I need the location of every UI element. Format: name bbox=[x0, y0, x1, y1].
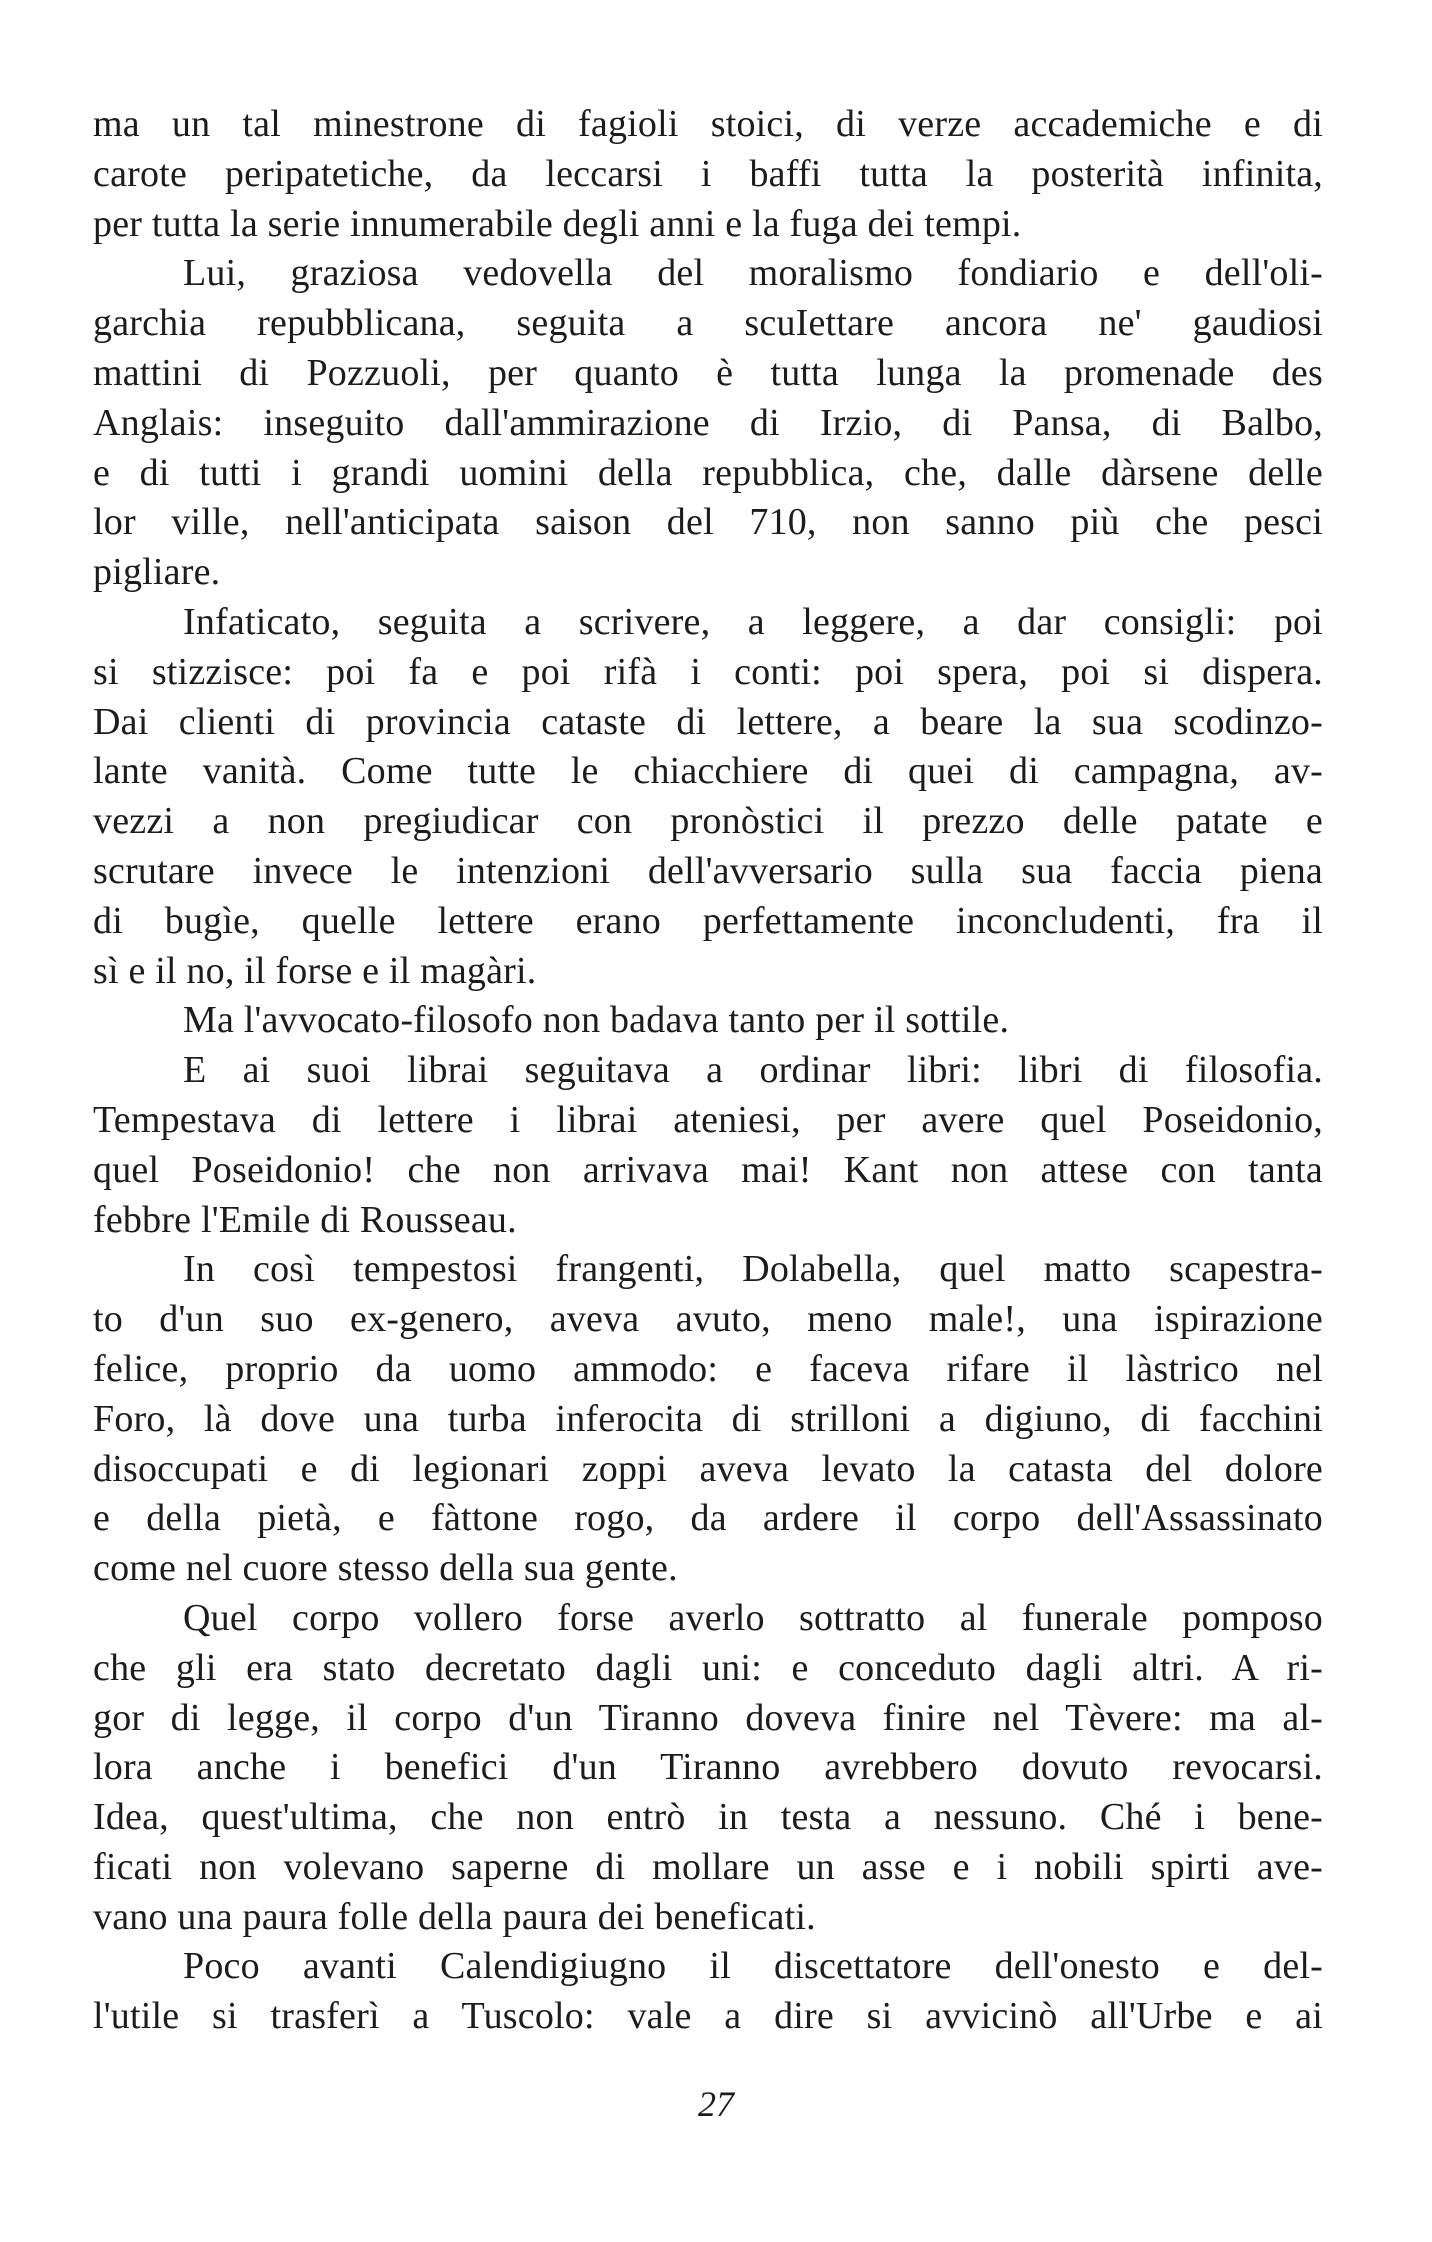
text-line: disoccupati e di legionari zoppi aveva levato la catasta del dolore bbox=[93, 1447, 1323, 1490]
text-line: e di tutti i grandi uomini della repubblica, che, dalle dàrsene delle bbox=[93, 451, 1323, 494]
text-line: vezzi a non pregiudicar con pronòstici il prezzo delle patate e bbox=[93, 800, 1323, 843]
text-line: mattini di Pozzuoli, per quanto è tutta lunga la promenade des bbox=[93, 351, 1323, 394]
body-text bbox=[93, 100, 1323, 2042]
text-line: Infaticato, seguita a scrivere, a leggere, a dar consigli: poi bbox=[183, 600, 1323, 643]
text-line: Quel corpo vollero forse averlo sottratto al funerale pomposo bbox=[183, 1596, 1323, 1639]
text-line: Anglais: inseguito dall'ammirazione di Irzio, di Pansa, di Balbo, bbox=[93, 401, 1323, 444]
text-line: pigliare. bbox=[93, 551, 221, 594]
text-line: per tutta la serie innumerabile degli anni e la fuga dei tempi. bbox=[93, 202, 1022, 245]
page-number: 27 bbox=[698, 2084, 734, 2124]
text-line: febbre l'Emile di Rousseau. bbox=[93, 1198, 517, 1241]
text-line: Lui, graziosa vedovella del moralismo fondiario e dell'oli- bbox=[183, 252, 1323, 295]
text-line: carote peripatetiche, da leccarsi i baffi tutta la posterità infinita, bbox=[93, 152, 1323, 195]
text-line: Ma l'avvocato-filosofo non badava tanto per il sottile. bbox=[183, 999, 1010, 1042]
text-line: E ai suoi librai seguitava a ordinar libri: libri di filosofia. bbox=[183, 1049, 1323, 1092]
text-line: che gli era stato decretato dagli uni: e conceduto dagli altri. A ri- bbox=[93, 1646, 1323, 1689]
text-line: to d'un suo ex-genero, aveva avuto, meno male!, una ispirazione bbox=[93, 1298, 1323, 1341]
text-line: Idea, quest'ultima, che non entrò in testa a nessuno. Ché i bene- bbox=[93, 1796, 1323, 1839]
text-line: Poco avanti Calendigiugno il discettatore dell'onesto e del- bbox=[183, 1945, 1323, 1988]
text-line: gor di legge, il corpo d'un Tiranno doveva finire nel Tèvere: ma al- bbox=[93, 1696, 1323, 1739]
text-line: scrutare invece le intenzioni dell'avversario sulla sua faccia piena bbox=[93, 849, 1323, 892]
text-line: ma un tal minestrone di fagioli stoici, di verze accademiche e di bbox=[93, 103, 1323, 145]
text-line: quel Poseidonio! che non arrivava mai! Kant non attese con tanta bbox=[93, 1148, 1323, 1191]
text-line: come nel cuore stesso della sua gente. bbox=[93, 1547, 678, 1590]
text-line: si stizzisce: poi fa e poi rifà i conti: poi spera, poi si dispera. bbox=[93, 650, 1323, 693]
text-line: Dai clienti di provincia cataste di lettere, a beare la sua scodinzo- bbox=[93, 700, 1323, 743]
text-line: vano una paura folle della paura dei beneficati. bbox=[93, 1895, 816, 1938]
text-line: garchia repubblicana, seguita a scuIettare ancora ne' gaudiosi bbox=[93, 302, 1323, 345]
text-line: lora anche i benefici d'un Tiranno avrebbero dovuto revocarsi. bbox=[93, 1746, 1323, 1789]
text-line: Tempestava di lettere i librai ateniesi, per avere quel Poseidonio, bbox=[93, 1098, 1323, 1141]
text-line: felice, proprio da uomo ammodo: e faceva rifare il làstrico nel bbox=[93, 1347, 1323, 1390]
text-line: ficati non volevano saperne di mollare un asse e i nobili spirti ave- bbox=[93, 1845, 1323, 1888]
text-line: l'utile si trasferì a Tuscolo: vale a dire si avvicinò all'Urbe e ai bbox=[93, 1995, 1323, 2038]
text-line: Foro, là dove una turba inferocita di strilloni a digiuno, di facchini bbox=[93, 1397, 1323, 1440]
text-line: e della pietà, e fàttone rogo, da ardere il corpo dell'Assassinato bbox=[93, 1497, 1323, 1540]
text-line: lante vanità. Come tutte le chiacchiere di quei di campagna, av- bbox=[93, 750, 1323, 793]
text-line: In così tempestosi frangenti, Dolabella, quel matto scapestra- bbox=[183, 1248, 1323, 1291]
text-line: lor ville, nell'anticipata saison del 710, non sanno più che pesci bbox=[93, 501, 1323, 544]
text-line: di bugìe, quelle lettere erano perfettamente inconcludenti, fra il bbox=[93, 899, 1323, 942]
text-line: sì e il no, il forse e il magàri. bbox=[93, 949, 537, 992]
